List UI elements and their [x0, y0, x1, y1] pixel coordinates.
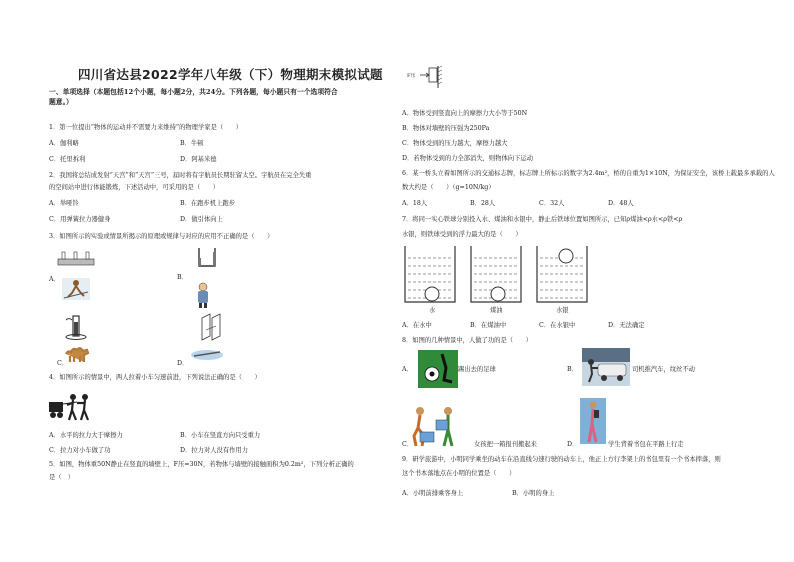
q8-option-d-text: 学生背着书包在平路上行走 [608, 441, 684, 448]
q7-caption-mercury: 水银 [556, 307, 569, 314]
q7-caption-water: 水 [429, 307, 436, 314]
q4-option-b: B．小车在竖直方向只受重力 [180, 432, 261, 439]
q4-option-a: A．水平的拉力大于摩擦力 [49, 432, 123, 439]
q7-caption-kerosene: 煤油 [490, 307, 503, 314]
q3-figure-d-plates [198, 312, 224, 342]
q8-figure-backpack [580, 398, 606, 444]
q5-stem-cont: 是（ ） [49, 474, 75, 481]
q7-option-b: B．在煤油中 [470, 322, 507, 329]
q1-option-b: B．牛顿 [180, 140, 204, 147]
q8-option-a: A． [402, 366, 413, 373]
q6-option-c: C．32人 [539, 200, 565, 207]
q3-stem: 3．如图所示的实验或情景所揭示的原理或规律与对应的应用不正确的是（ ） [49, 233, 274, 240]
q9-stem: 9．研学旅游中，小明同学乘坐的动车在沿直线匀速行驶的动车上，他正上方行李架上的书包里有一个书本摔落，则 [402, 456, 721, 463]
q6-stem-cont: 数大约是（ ）（g=10N/kg） [402, 184, 495, 191]
q7-beaker-mercury [536, 244, 588, 304]
q3-figure-b-person [194, 282, 212, 308]
q8-option-c-text: 女孩把一箱报刊搬起来 [474, 441, 537, 448]
q2-option-d: D．做引体向上 [180, 216, 223, 223]
q5-option-c: C．物体受到的压力越大，摩擦力越大 [402, 140, 508, 147]
q7-beaker-kerosene [470, 244, 522, 304]
q3-figure-a-skier [62, 278, 90, 300]
section-heading-cont: 题意。） [49, 98, 73, 106]
q4-stem: 4．如图所示的情景中，两人拉着小车匀速前进，下列说法正确的是（ ） [49, 374, 261, 381]
q8-option-b: B． [567, 366, 578, 373]
q3-figure-c-apparatus [63, 314, 89, 340]
q2-option-b: B．在跑步机上跑步 [180, 200, 236, 207]
q9-option-b: B．小明的身上 [512, 490, 555, 497]
q8-option-d: D． [567, 441, 579, 448]
q5-option-a: A．物体受到竖直向上的摩擦力大小等于50N [402, 110, 528, 117]
q3-option-a: A． [49, 276, 60, 283]
q6-option-b: B．28人 [470, 200, 496, 207]
q1-option-a: A．伽利略 [49, 140, 79, 147]
q3-option-b: B． [177, 274, 188, 281]
q3-figure-d-wing [190, 346, 224, 362]
q5-figure-label: F压 [407, 73, 416, 79]
q4-figure-cart [47, 392, 97, 422]
q5-option-b: B．物体对墙壁的压强为250Pa [402, 125, 490, 132]
page-title: 四川省达县2022学年八年级（下）物理期末模拟试题 [78, 67, 383, 82]
q3-option-c: C． [57, 360, 69, 367]
q8-option-c: C． [402, 441, 414, 448]
q7-beaker-water [404, 244, 456, 304]
q1-stem: 1．第一位提出“物体的运动并不需要力来维持”的物理学家是（ ） [49, 124, 243, 131]
q6-stem: 6．某一桥头立着如图所示的交通标志牌，标志牌上所标示的数字为2.4m²，桥的自重为1×10N，为保证安全，该桥上载最多承载的人 [402, 170, 775, 177]
q7-option-c: C．在水银中 [539, 322, 576, 329]
q5-stem: 5．如图，物体重50N静止在竖直的墙壁上，F压=30N，若物体与墙壁的接触面积为0.2m²，下列分析正确的 [49, 461, 354, 468]
q1-option-d: D．阿基米德 [180, 156, 217, 163]
q8-figure-lift-box [406, 406, 466, 448]
q3-figure-a-top [58, 250, 94, 266]
q3-figure-b-tube [196, 246, 218, 270]
q9-option-a: A．小明前排乘客身上 [402, 490, 464, 497]
section-heading: 一、单项选择（本题包括12个小题，每小题2分，共24分。下列各题，每小题只有一个选项符合 [49, 88, 338, 96]
q2-stem-cont: 的空间站中进行体能锻炼，下述活动中，可采用的是（ ） [49, 184, 220, 191]
q7-option-d: D．无法确定 [608, 322, 645, 329]
q5-figure-wall-block [420, 66, 444, 88]
q3-option-d: D． [177, 360, 189, 367]
q7-stem: 7．将同一实心铁球分别投入水、煤油和水银中，静止后铁球位置如图所示，已知ρ煤油<ρ水<ρ铁<ρ [402, 216, 683, 223]
q8-stem: 8．如图的几种情景中，人做了功的是（ ） [402, 337, 532, 344]
q9-stem-cont: 这个书本落地点在小明的位置是（ ） [402, 470, 516, 477]
q6-option-d: D．48人 [608, 200, 634, 207]
q4-option-d: D．拉力对人没有作用力 [180, 447, 249, 454]
q6-option-a: A．18人 [402, 200, 428, 207]
q8-option-b-text: 司机推汽车，纹丝不动 [632, 366, 695, 373]
q8-figure-football [418, 350, 458, 388]
q8-figure-push-car [582, 348, 630, 386]
q3-figure-c-camel [64, 346, 90, 364]
q2-option-c: C．用弹簧拉力器健身 [49, 216, 111, 223]
q7-stem-cont: 水银，则铁球受到的浮力最大的是（ ） [402, 231, 522, 238]
q8-option-a-text: 踢出去的足球 [458, 366, 496, 373]
q2-option-a: A．举哑铃 [49, 200, 79, 207]
q4-option-c: C．拉力对小车做了功 [49, 447, 111, 454]
q7-option-a: A．在水中 [402, 322, 432, 329]
q1-option-c: C．托里拆利 [49, 156, 86, 163]
q5-option-d: D．若物体受到的力全部消失，则物体向下运动 [402, 155, 533, 162]
q2-stem: 2．我国将总结成发射“天宫”和“天宫”三号，届时将有宇航员长期驻留太空。宇航员在完全失重 [49, 172, 312, 179]
